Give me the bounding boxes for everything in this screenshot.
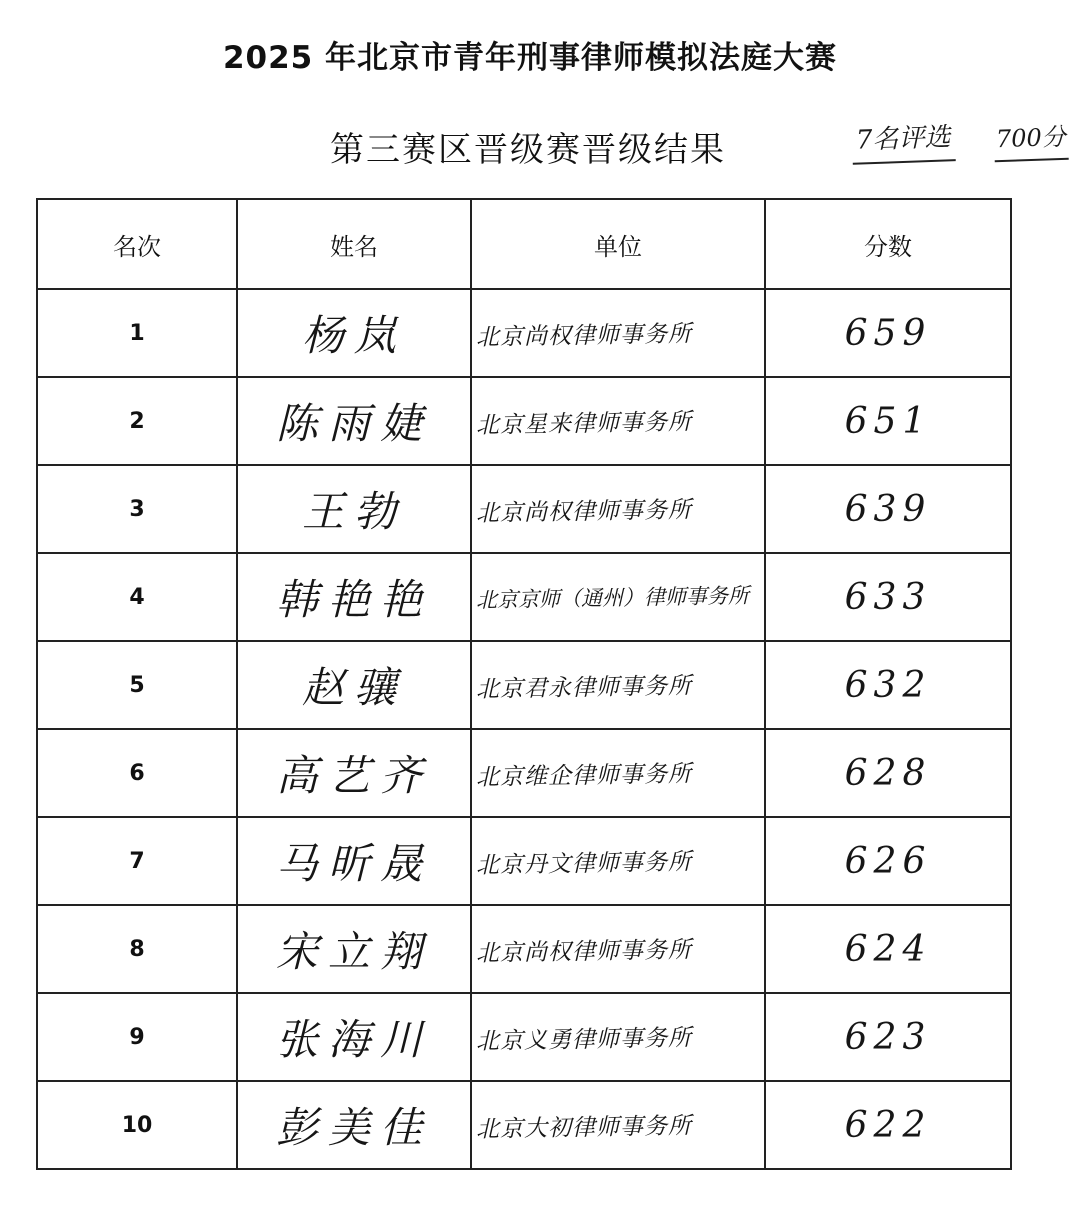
handwritten-note-score: 700分	[993, 117, 1068, 163]
unit-text: 北京丹文律师事务所	[475, 848, 693, 879]
unit-cell	[471, 993, 765, 1081]
unit-cell	[471, 377, 765, 465]
results-body	[37, 289, 1011, 1169]
unit-text: 北京尚权律师事务所	[475, 320, 693, 351]
unit-text: 北京尚权律师事务所	[475, 936, 693, 967]
unit-text: 北京维企律师事务所	[475, 760, 693, 791]
table-row	[37, 289, 1011, 377]
results-table	[36, 198, 1012, 1170]
unit-cell	[471, 1081, 765, 1169]
name-cell: 张海川	[237, 993, 471, 1081]
name-cell: 宋立翔	[237, 905, 471, 993]
name-cell: 杨岚	[237, 289, 471, 377]
rank-cell: 4	[37, 553, 237, 641]
name-cell: 王勃	[237, 465, 471, 553]
table-row	[37, 553, 1011, 641]
rank-cell: 10	[37, 1081, 237, 1169]
unit-text: 北京大初律师事务所	[475, 1112, 693, 1143]
name-cell: 高艺齐	[237, 729, 471, 817]
handwritten-note-count: 7名评选	[851, 116, 955, 165]
table-row	[37, 465, 1011, 553]
unit-text: 北京星来律师事务所	[475, 408, 693, 439]
score-cell: 624	[765, 905, 1011, 993]
unit-text: 北京君永律师事务所	[475, 672, 693, 703]
table-row	[37, 377, 1011, 465]
table-row	[37, 993, 1011, 1081]
table-row	[37, 729, 1011, 817]
rank-cell: 8	[37, 905, 237, 993]
score-cell: 639	[765, 465, 1011, 553]
rank-cell: 2	[37, 377, 237, 465]
score-cell: 628	[765, 729, 1011, 817]
table-row	[37, 817, 1011, 905]
unit-cell	[471, 905, 765, 993]
unit-cell	[471, 729, 765, 817]
name-cell: 彭美佳	[237, 1081, 471, 1169]
header-rank: 名次	[37, 199, 237, 289]
rank-cell: 9	[37, 993, 237, 1081]
table-row	[37, 905, 1011, 993]
header-name: 姓名	[237, 199, 471, 289]
rank-cell: 3	[37, 465, 237, 553]
header-score: 分数	[765, 199, 1011, 289]
page-title: 2025 年北京市青年刑事律师模拟法庭大赛	[222, 40, 838, 76]
page-subtitle: 第三赛区晋级赛晋级结果	[330, 130, 726, 170]
score-cell: 659	[765, 289, 1011, 377]
rank-cell: 6	[37, 729, 237, 817]
table-row	[37, 641, 1011, 729]
unit-cell	[471, 465, 765, 553]
name-cell: 赵骧	[237, 641, 471, 729]
name-cell: 马昕晟	[237, 817, 471, 905]
rank-cell: 1	[37, 289, 237, 377]
score-cell: 633	[765, 553, 1011, 641]
score-cell: 622	[765, 1081, 1011, 1169]
table-header-row	[37, 199, 1011, 289]
unit-cell	[471, 817, 765, 905]
unit-cell	[471, 289, 765, 377]
unit-text: 北京尚权律师事务所	[475, 496, 693, 527]
unit-text: 北京京师（通州）律师事务所	[475, 583, 750, 613]
score-cell: 651	[765, 377, 1011, 465]
unit-cell	[471, 641, 765, 729]
name-cell: 陈雨婕	[237, 377, 471, 465]
unit-cell	[471, 553, 765, 641]
unit-text: 北京义勇律师事务所	[475, 1024, 693, 1055]
table-row	[37, 1081, 1011, 1169]
rank-cell: 5	[37, 641, 237, 729]
header-unit: 单位	[471, 199, 765, 289]
rank-cell: 7	[37, 817, 237, 905]
name-cell: 韩艳艳	[237, 553, 471, 641]
score-cell: 632	[765, 641, 1011, 729]
score-cell: 626	[765, 817, 1011, 905]
score-cell: 623	[765, 993, 1011, 1081]
